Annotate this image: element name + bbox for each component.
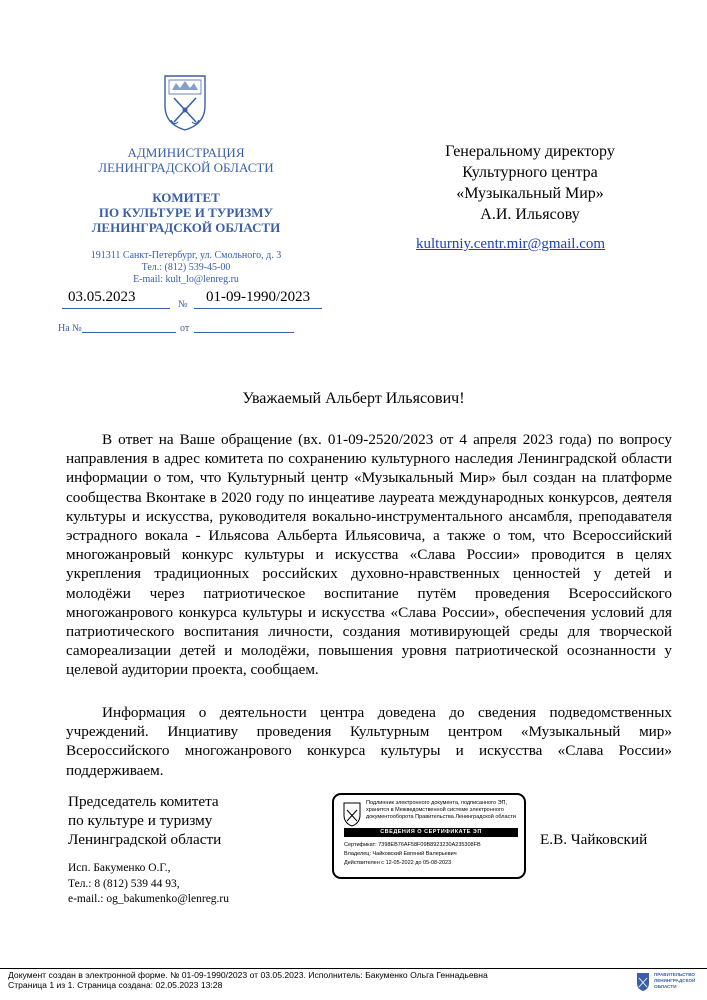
- addressee-line: Культурного центра: [462, 164, 598, 181]
- committee-email: E-mail: kult_lo@lenreg.ru: [133, 274, 239, 285]
- executor-info: Исп. Бакуменко О.Г., Тел.: 8 (812) 539 44 93, e-mail.: og_bakumenko@lenreg.ru: [68, 862, 229, 905]
- committee-title: КОМИТЕТ: [152, 190, 220, 205]
- reference-number-line: [82, 332, 176, 333]
- date-underline: [62, 308, 170, 309]
- reference-from-label: от: [180, 323, 190, 334]
- stamp-validity: Действителен с 12-05-2022 до 05-08-2023: [344, 860, 452, 866]
- admin-title: АДМИНИСТРАЦИЯ: [127, 145, 245, 160]
- government-logo-text: ПРАВИТЕЛЬСТВО ЛЕНИНГРАДСКОЙ ОБЛАСТИ: [654, 972, 696, 989]
- number-underline: [194, 308, 322, 309]
- body-paragraph: Информация о деятельности центра доведена до сведения подведомственных учреждений. Инциативу проведения Культурным центром «Музыкальный мир» Всероссийского многожанрового конкурса культуры и искусства «Слава России» поддерживаем.: [66, 704, 672, 779]
- document-date: 03.05.2023: [68, 289, 136, 305]
- reference-label: На №: [58, 323, 82, 334]
- admin-region: ЛЕНИНГРАДСКОЙ ОБЛАСТИ: [98, 160, 274, 175]
- addressee-email-link[interactable]: kulturniy.centr.mir@gmail.com: [416, 236, 606, 252]
- coat-of-arms-icon: [342, 801, 362, 827]
- signer-name: Е.В. Чайковский: [540, 831, 648, 848]
- document-number: 01-09-1990/2023: [206, 289, 311, 305]
- reference-date-line: [194, 332, 294, 333]
- electronic-signature-stamp: [332, 793, 526, 879]
- committee-address: 191311 Санкт-Петербург, ул. Смольного, д. 3: [90, 250, 282, 261]
- stamp-owner: Владелец: Чайковский Евгений Валерьевич: [344, 851, 457, 857]
- stamp-header: Подлинник электронного документа, подписанного ЭП, хранится в Межведомственной системе электронного документооборота Правительства Ленинградской области: [366, 800, 516, 820]
- stamp-certificate: Сертификат: 7398EB76AF58F09B8923230A235308FB: [344, 842, 481, 848]
- committee-phone: Тел.: (812) 539-45-00: [141, 262, 231, 273]
- footer-document-info: Документ создан в электронной форме. № 01-09-1990/2023 от 03.05.2023. Исполнитель: Бакуменко Ольга Геннадьевна: [8, 970, 488, 980]
- addressee-line: «Музыкальный Мир»: [456, 185, 604, 202]
- number-label: №: [178, 299, 188, 310]
- stamp-title: СВЕДЕНИЯ О СЕРТИФИКАТЕ ЭП: [344, 828, 518, 837]
- footer-page-info: Страница 1 из 1. Страница создана: 02.05.2023 13:28: [8, 980, 223, 990]
- coat-of-arms-icon: [160, 72, 210, 132]
- body-paragraph: В ответ на Ваше обращение (вх. 01-09-2520/2023 от 4 апреля 2023 года) по вопросу направления в адрес комитета по сохранению культурного наследия Ленинградской области информации о том, что Культурный центр «Музыкальный Мир» был создан на платформе сообщества Вконтаке в 2020 году по инцеативе лауреата международных конкурсов, деятеля культуры и искусства, руководителя вокально-инструментального ансамбля, преподавателя эстрадного вокала - Ильясова Альберта Ильясовича, а также о том, что Всероссийский многожанровый конкурс культуры и искусства «Слава России» проводится в целях укрепления традиционных российских духовно-нравственных ценностей у детей и молодёжи через патриотическое воспитание путём проведения Всероссийского многожанрового конкурса культуры и искусства «Слава России», обеспечения условий для патриотического воспитания личности, создания мотивирующей среды для творческой самореализации детей и молодёжи, повышения уровня патриотической осознанности у целевой аудитории проекта, сообщаем.: [66, 431, 672, 679]
- committee-subtitle: ПО КУЛЬТУРЕ И ТУРИЗМУ: [98, 205, 274, 220]
- signer-position: Председатель комитета по культуре и туризму Ленинградской области: [68, 793, 222, 849]
- salutation: Уважаемый Альберт Ильясович!: [242, 390, 465, 407]
- addressee-name: А.И. Ильясову: [480, 206, 580, 223]
- government-logo-icon: [636, 972, 650, 992]
- addressee-line: Генеральному директору: [445, 143, 615, 160]
- footer-divider: [0, 968, 707, 969]
- committee-region: ЛЕНИНГРАДСКОЙ ОБЛАСТИ: [91, 220, 281, 235]
- addressee-block: [410, 141, 650, 225]
